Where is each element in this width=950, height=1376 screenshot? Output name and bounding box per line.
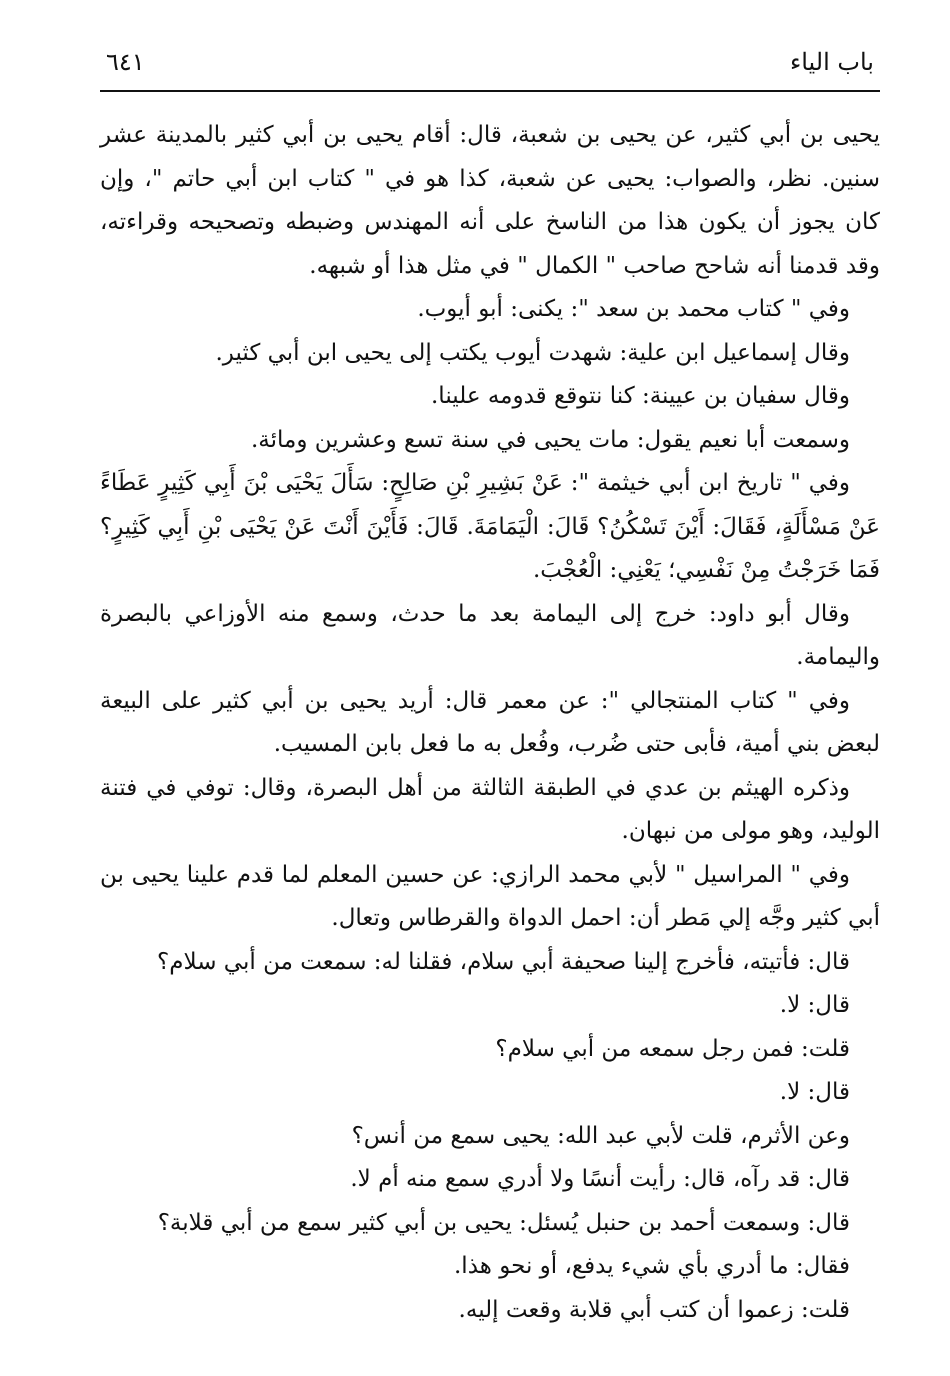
dialogue-line: فقال: ما أدري بأي شيء يدفع، أو نحو هذا. <box>454 1253 850 1279</box>
dialogue-line: قال: فأتيته، فأخرج إلينا صحيفة أبي سلام، فقلنا له: سمعت من أبي سلام؟ <box>157 948 850 975</box>
dialogue-line: وعن الأثرم، قلت لأبي عبد الله: يحيى سمع من أنس؟ <box>351 1122 850 1149</box>
page-body <box>100 114 880 1332</box>
chapter-title: باب الياء <box>789 48 874 76</box>
paragraph: وفي " كتاب المنتجالي ": عن معمر قال: أريد يحيى بن أبي كثير على البيعة لبعض بني أمية، فأبى حتى ضُرب، وفُعل به ما فعل بابن المسيب. <box>100 687 880 757</box>
paragraph: وسمعت أبا نعيم يقول: مات يحيى في سنة تسع وعشرين ومائة. <box>250 426 850 453</box>
dialogue-line: قلت: زعموا أن كتب أبي قلابة وقعت إليه. <box>458 1296 850 1323</box>
paragraph: وذكره الهيثم بن عدي في الطبقة الثالثة من أهل البصرة، وقال: توفي في فتنة الوليد، وهو مولى من نبهان. <box>100 774 880 844</box>
running-header <box>100 48 880 88</box>
paragraph: وفي " المراسيل " لأبي محمد الرازي: عن حسين المعلم لما قدم علينا يحيى بن أبي كثير وجَّه إلي مَطر أن: احمل الدواة والقرطاس وتعال. <box>100 861 880 931</box>
dialogue-line: قال: وسمعت أحمد بن حنبل يُسئل: يحيى بن أبي كثير سمع من أبي قلابة؟ <box>157 1209 850 1236</box>
paragraph: وفي " كتاب محمد بن سعد ": يكنى: أبو أيوب. <box>417 296 850 322</box>
paragraph: وفي " تاريخ ابن أبي خيثمة ": عَنْ بَشِيرِ بْنِ صَالِحٍ: سَأَلَ يَحْيَى بْنَ أَبِي كَثِيرٍ عَطَاءً عَنْ مَسْأَلَةٍ، فَقَالَ: أَيْنَ تَسْكُنُ؟ قَالَ: الْيَمَامَةَ. قَالَ: فَأَيْنَ أَنْتَ عَنْ يَحْيَى بْنِ أَبِي كَثِيرٍ؟ فَمَا خَرَجْتُ مِنْ نَفْسِي؛ يَعْنِي: الْعُجْبَ. <box>100 470 880 583</box>
paragraph: وقال سفيان بن عيينة: كنا نتوقع قدومه علينا. <box>431 383 850 409</box>
header-rule <box>100 90 880 92</box>
dialogue-line: قال: قد رآه، قال: رأيت أنسًا ولا أدري سمع منه أم لا. <box>350 1166 850 1192</box>
page-number: ٦٤١ <box>106 48 145 76</box>
dialogue-line: قال: لا. <box>779 1079 850 1105</box>
paragraph: وقال أبو داود: خرج إلى اليمامة بعد ما حدث، وسمع منه الأوزاعي بالبصرة واليمامة. <box>100 600 880 670</box>
paragraph: وقال إسماعيل ابن علية: شهدت أيوب يكتب إلى يحيى ابن أبي كثير. <box>215 339 850 366</box>
dialogue-line: قال: لا. <box>779 992 850 1018</box>
book-page <box>100 48 880 1332</box>
paragraph: يحيى بن أبي كثير، عن يحيى بن شعبة، قال: أقام يحيى بن أبي كثير بالمدينة عشر سنين. نظر، والصواب: يحيى عن شعبة، كذا هو في " كتاب ابن أبي حاتم "، وإن كان يجوز أن يكون هذا من الناسخ على أنه المهندس وضبطه وتصحيحه وقراءته، وقد قدمنا أنه شاحح صاحب " الكمال " في مثل هذا أو شبهه. <box>100 122 880 279</box>
dialogue-line: قلت: فمن رجل سمعه من أبي سلام؟ <box>495 1035 850 1062</box>
